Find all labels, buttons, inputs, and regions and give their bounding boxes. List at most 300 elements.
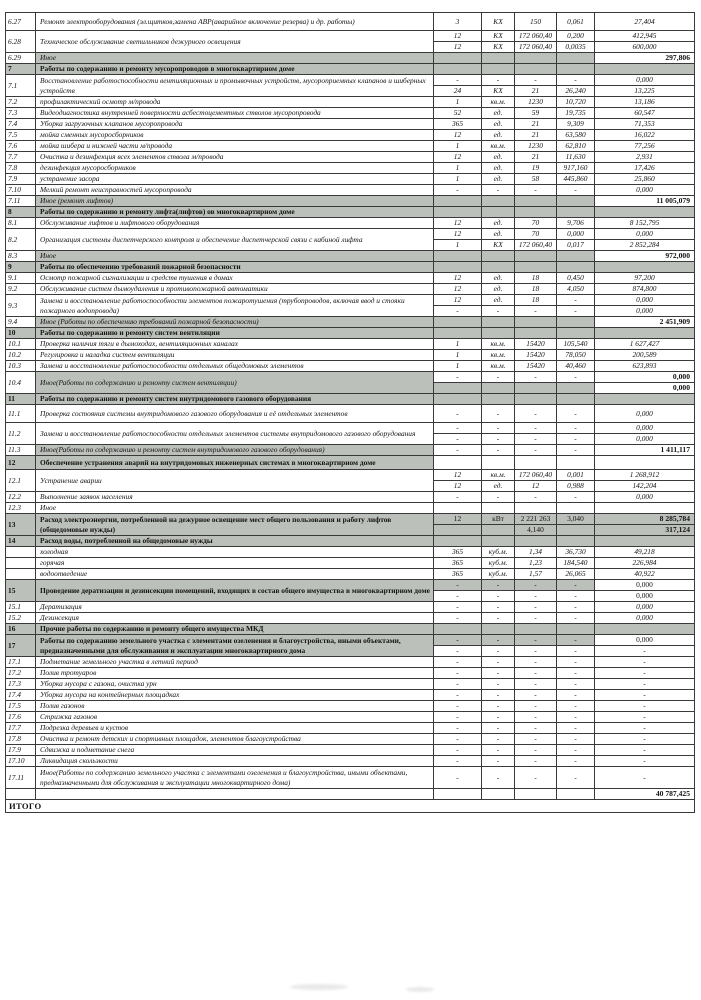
volume-cell: 58 [515, 174, 557, 185]
volume-cell [515, 624, 557, 635]
row-desc-cell: Техническое обслуживание светильников дежурного освещения [36, 31, 434, 53]
cost-cell: 200,589 [595, 350, 695, 361]
rate-cell: - [557, 723, 595, 734]
cost-cell: 2,931 [595, 152, 695, 163]
qty-cell: 12 [434, 42, 482, 53]
unit-cell: - [482, 434, 515, 445]
cost-cell: 0,000 [595, 635, 695, 646]
row-desc-cell: Обеспечение устранения аварий на внутридомовых инженерных системах в многоквартирном доме [36, 456, 434, 470]
unit-cell: кв.м. [482, 350, 515, 361]
cost-cell: 8 152,795 [595, 218, 695, 229]
row-desc-cell: Работы по содержанию земельного участка с элементами озеленения и благоустройства, иными объектами, предназначенными для обслуживания и эксплуатации многоквартирного дома [36, 635, 434, 657]
rate-cell: 184,540 [557, 558, 595, 569]
rate-cell [557, 525, 595, 536]
row-number-cell: 7.3 [6, 108, 36, 119]
row-number-cell: 7.6 [6, 141, 36, 152]
table-row [6, 130, 695, 141]
table-row [6, 657, 695, 668]
cost-cell: - [595, 657, 695, 668]
volume-cell: - [515, 767, 557, 789]
table-row [6, 445, 695, 456]
section-row [6, 635, 695, 646]
cost-cell: 1 411,117 [595, 445, 695, 456]
row-number-cell: 17.1 [6, 657, 36, 668]
qty-cell: - [434, 492, 482, 503]
unit-cell: - [482, 646, 515, 657]
row-desc-cell: Иное [36, 503, 434, 514]
qty-cell: 1 [434, 240, 482, 251]
row-number-cell: 8.3 [6, 251, 36, 262]
cost-cell: 972,000 [595, 251, 695, 262]
row-desc-cell: холодная [36, 547, 434, 558]
row-desc-cell: Уборка загрузочных клапанов мусоропровода [36, 119, 434, 130]
unit-cell: кв.м. [482, 361, 515, 372]
qty-cell: - [434, 423, 482, 434]
unit-cell: - [482, 423, 515, 434]
qty-cell: - [434, 372, 482, 383]
row-number-cell: 10 [6, 328, 36, 339]
rate-cell: 0,450 [557, 273, 595, 284]
section-row [6, 456, 695, 470]
row-desc-cell: Работы по обеспечению требований пожарной безопасности [36, 262, 434, 273]
table-row [6, 503, 695, 514]
qty-cell [434, 536, 482, 547]
volume-cell: - [515, 445, 557, 456]
qty-cell: - [434, 701, 482, 712]
cost-cell: 0,000 [595, 602, 695, 613]
row-number-cell: 6.27 [6, 13, 36, 31]
row-number-cell: 7.5 [6, 130, 36, 141]
row-desc-cell: Иное(Работы по содержанию земельного участка с элементами озеленения и благоустройства, иными объектами, предназначенными для обслуживания и эксплуатации многоквартирного дома) [36, 767, 434, 789]
cost-cell: 1 268,912 [595, 470, 695, 481]
unit-cell: ед. [482, 119, 515, 130]
cost-cell: 623,893 [595, 361, 695, 372]
rate-cell: - [557, 712, 595, 723]
row-number-cell: 8 [6, 207, 36, 218]
row-number-cell: 12.2 [6, 492, 36, 503]
qty-cell: 365 [434, 558, 482, 569]
unit-cell: - [482, 723, 515, 734]
row-number-cell: 17.3 [6, 679, 36, 690]
unit-cell: - [482, 657, 515, 668]
cost-cell: 412,945 [595, 31, 695, 42]
row-number-cell: 7.9 [6, 174, 36, 185]
unit-cell: - [482, 492, 515, 503]
rate-cell: 0,061 [557, 13, 595, 31]
unit-cell [482, 328, 515, 339]
row-desc-cell: Видеодиагностика внутренней поверхности асбестоцементных стволов мусоропровода [36, 108, 434, 119]
row-number-cell: 10.4 [6, 372, 36, 394]
rate-cell: 63,580 [557, 130, 595, 141]
unit-cell: - [482, 745, 515, 756]
cost-cell: 0,000 [595, 591, 695, 602]
row-desc-cell: Обслуживание лифтов и лифтового оборудования [36, 218, 434, 229]
section-row [6, 536, 695, 547]
row-number-cell: 17.6 [6, 712, 36, 723]
table-row [6, 174, 695, 185]
volume-cell: - [515, 602, 557, 613]
volume-cell: - [515, 679, 557, 690]
unit-cell: кВт [482, 514, 515, 525]
unit-cell: - [482, 405, 515, 423]
unit-cell: - [482, 635, 515, 646]
qty-cell: - [434, 635, 482, 646]
cost-cell: - [595, 745, 695, 756]
volume-cell: 70 [515, 218, 557, 229]
rate-cell: - [557, 745, 595, 756]
table-row [6, 97, 695, 108]
row-desc-cell: устранение засора [36, 174, 434, 185]
volume-cell [515, 251, 557, 262]
rate-cell: - [557, 445, 595, 456]
row-number-cell [6, 569, 36, 580]
row-desc-cell [36, 789, 434, 800]
cost-cell: - [595, 723, 695, 734]
table-row [6, 668, 695, 679]
volume-cell: 172 060,40 [515, 31, 557, 42]
section-row [6, 624, 695, 635]
qty-cell [434, 383, 482, 394]
volume-cell: 15420 [515, 339, 557, 350]
cost-cell: - [595, 668, 695, 679]
volume-cell: - [515, 405, 557, 423]
qty-cell: 12 [434, 514, 482, 525]
cost-cell: 0,000 [595, 423, 695, 434]
volume-cell [515, 317, 557, 328]
row-desc-cell: Сдвижка и подметание снега [36, 745, 434, 756]
volume-cell: - [515, 423, 557, 434]
cost-cell: 2 852,284 [595, 240, 695, 251]
rate-cell: 445,860 [557, 174, 595, 185]
volume-cell: 172 060,40 [515, 470, 557, 481]
rate-cell: 62,810 [557, 141, 595, 152]
unit-cell: - [482, 602, 515, 613]
qty-cell: - [434, 306, 482, 317]
rate-cell: - [557, 690, 595, 701]
qty-cell [434, 262, 482, 273]
unit-cell: ед. [482, 295, 515, 306]
row-desc-cell: Иное(Работы по содержанию и ремонту систем вентиляции) [36, 372, 434, 394]
unit-cell: ед. [482, 229, 515, 240]
row-desc-cell: Расход электроэнергии, потребленной на дежурное освещение мест общего пользования и работу лифтов (общедомовые нужды) [36, 514, 434, 536]
volume-cell [515, 328, 557, 339]
cost-cell: 0,000 [595, 405, 695, 423]
volume-cell: - [515, 668, 557, 679]
cost-cell: 142,204 [595, 481, 695, 492]
row-number-cell: 15 [6, 580, 36, 602]
cost-cell [595, 536, 695, 547]
qty-cell: - [434, 434, 482, 445]
cost-cell: 0,000 [595, 306, 695, 317]
row-desc-cell: Проверка наличия тяги в дымоходах, вентиляционных каналах [36, 339, 434, 350]
volume-cell: - [515, 434, 557, 445]
cost-cell: - [595, 701, 695, 712]
unit-cell: - [482, 75, 515, 86]
unit-cell: КХ [482, 31, 515, 42]
qty-cell: - [434, 756, 482, 767]
cost-cell: 60,547 [595, 108, 695, 119]
volume-cell: - [515, 756, 557, 767]
rate-cell: - [557, 591, 595, 602]
unit-cell: - [482, 679, 515, 690]
row-number-cell: 12 [6, 456, 36, 470]
unit-cell [482, 525, 515, 536]
volume-cell [515, 394, 557, 405]
scan-smudge [290, 984, 348, 990]
rate-cell: 4,050 [557, 284, 595, 295]
cost-cell: 13,186 [595, 97, 695, 108]
rate-cell: 78,050 [557, 350, 595, 361]
table-row [6, 602, 695, 613]
table-row [6, 13, 695, 31]
rate-cell: 10,720 [557, 97, 595, 108]
cost-cell: 2 451,909 [595, 317, 695, 328]
table-row [6, 372, 695, 383]
qty-cell: 12 [434, 218, 482, 229]
table-row [6, 470, 695, 481]
unit-cell: - [482, 591, 515, 602]
row-desc-cell: Дератизация [36, 602, 434, 613]
qty-cell [434, 53, 482, 64]
row-desc-cell: Полив тротуаров [36, 668, 434, 679]
row-desc-cell: Организация системы диспетчерского контроля и обеспечение диспетчерской связи с кабиной лифта [36, 229, 434, 251]
row-number-cell: 6.28 [6, 31, 36, 53]
row-desc-cell: Иное [36, 251, 434, 262]
unit-cell [482, 624, 515, 635]
cost-cell: 317,124 [595, 525, 695, 536]
row-number-cell: 12.1 [6, 470, 36, 492]
qty-cell: - [434, 723, 482, 734]
row-number-cell: 10.1 [6, 339, 36, 350]
cost-cell: 226,984 [595, 558, 695, 569]
row-number-cell: 12.3 [6, 503, 36, 514]
row-desc-cell: Подметание земельного участка в летний период [36, 657, 434, 668]
section-row [6, 514, 695, 525]
cost-cell: 0,000 [595, 580, 695, 591]
table-row [6, 613, 695, 624]
table-row [6, 273, 695, 284]
unit-cell: ед. [482, 108, 515, 119]
unit-cell: куб.м. [482, 547, 515, 558]
row-desc-cell: дезинфекция мусоросборников [36, 163, 434, 174]
volume-cell: 21 [515, 130, 557, 141]
cost-cell: - [595, 690, 695, 701]
row-desc-cell: Очистка и дезинфекция всех элементов ствола м/провода [36, 152, 434, 163]
unit-cell: ед. [482, 284, 515, 295]
row-desc-cell: Выполнение заявок населения [36, 492, 434, 503]
row-desc-cell: Осмотр пожарной сигнализации и средств тушения в домах [36, 273, 434, 284]
row-number-cell [6, 558, 36, 569]
rate-cell: 40,460 [557, 361, 595, 372]
rate-cell: - [557, 306, 595, 317]
row-number-cell: 9.3 [6, 295, 36, 317]
volume-cell: - [515, 646, 557, 657]
cost-cell [595, 64, 695, 75]
row-number-cell: 17.4 [6, 690, 36, 701]
table-row [6, 723, 695, 734]
table-row [6, 108, 695, 119]
qty-cell [434, 789, 482, 800]
row-desc-cell: Иное [36, 53, 434, 64]
rate-cell: - [557, 372, 595, 383]
volume-cell: 172 060,40 [515, 42, 557, 53]
unit-cell [482, 207, 515, 218]
table-row [6, 679, 695, 690]
unit-cell [482, 503, 515, 514]
volume-cell [515, 456, 557, 470]
qty-cell [434, 251, 482, 262]
rate-cell: - [557, 679, 595, 690]
row-number-cell: 7.1 [6, 75, 36, 97]
table-row [6, 745, 695, 756]
rate-cell: - [557, 602, 595, 613]
volume-cell: - [515, 712, 557, 723]
row-desc-cell: Замена и восстановление работоспособности элементов пожаротушения (трубопроводов, включая ввод и стояки пожарного водопровода) [36, 295, 434, 317]
unit-cell [482, 456, 515, 470]
volume-cell [515, 207, 557, 218]
rate-cell: - [557, 75, 595, 86]
rate-cell: 11,630 [557, 152, 595, 163]
qty-cell [434, 317, 482, 328]
rate-cell: 9,706 [557, 218, 595, 229]
qty-cell: 365 [434, 569, 482, 580]
volume-cell: 2 221 263 [515, 514, 557, 525]
row-number-cell [6, 789, 36, 800]
unit-cell [482, 394, 515, 405]
cost-cell: 874,800 [595, 284, 695, 295]
qty-cell: 12 [434, 31, 482, 42]
unit-cell: - [482, 306, 515, 317]
table-row [6, 119, 695, 130]
table-row [6, 492, 695, 503]
cost-cell [595, 456, 695, 470]
table-row [6, 712, 695, 723]
table-row [6, 423, 695, 434]
qty-cell: - [434, 690, 482, 701]
cost-cell: 0,000 [595, 492, 695, 503]
volume-cell: - [515, 723, 557, 734]
unit-cell: ед. [482, 163, 515, 174]
row-number-cell: 11.2 [6, 423, 36, 445]
row-number-cell: 17 [6, 635, 36, 657]
section-row [6, 207, 695, 218]
row-desc-cell: Работы по содержанию и ремонту мусоропроводов в многоквартирном доме [36, 64, 434, 75]
volume-cell: 1,23 [515, 558, 557, 569]
row-desc-cell: Работы по содержанию и ремонту лифта(лифтов) ов многоквартирном доме [36, 207, 434, 218]
rate-cell [557, 196, 595, 207]
row-number-cell: 7 [6, 64, 36, 75]
row-desc-cell: Работы по содержанию и ремонту систем внутридомового газового оборудования [36, 394, 434, 405]
qty-cell: 12 [434, 273, 482, 284]
qty-cell: 24 [434, 86, 482, 97]
row-number-cell: 7.8 [6, 163, 36, 174]
table-row [6, 163, 695, 174]
row-desc-cell: Иное (Работы по обеспечению требований пожарной безопасности) [36, 317, 434, 328]
volume-cell [515, 262, 557, 273]
unit-cell: - [482, 445, 515, 456]
row-desc-cell: горячая [36, 558, 434, 569]
qty-cell: 1 [434, 174, 482, 185]
cost-cell: 600,000 [595, 42, 695, 53]
volume-cell: 21 [515, 86, 557, 97]
volume-cell: - [515, 492, 557, 503]
table-row [6, 734, 695, 745]
unit-cell: - [482, 668, 515, 679]
qty-cell [434, 196, 482, 207]
unit-cell: - [482, 734, 515, 745]
volume-cell: 18 [515, 295, 557, 306]
rate-cell [557, 251, 595, 262]
table-row [6, 547, 695, 558]
row-number-cell: 7.10 [6, 185, 36, 196]
qty-cell: - [434, 657, 482, 668]
rate-cell [557, 536, 595, 547]
rate-cell: 26,065 [557, 569, 595, 580]
row-desc-cell: Стрижка газонов [36, 712, 434, 723]
table-row [6, 405, 695, 423]
cost-cell [595, 328, 695, 339]
volume-cell: 1230 [515, 141, 557, 152]
rate-cell [557, 789, 595, 800]
volume-cell: 1230 [515, 97, 557, 108]
volume-cell: 21 [515, 119, 557, 130]
grand-total-label: ИТОГО [6, 800, 695, 813]
qty-cell: - [434, 679, 482, 690]
row-desc-cell: Дезинсекция [36, 613, 434, 624]
qty-cell: 3 [434, 13, 482, 31]
unit-cell [482, 317, 515, 328]
unit-cell: ед. [482, 130, 515, 141]
volume-cell: - [515, 591, 557, 602]
section-row [6, 262, 695, 273]
row-number-cell: 7.4 [6, 119, 36, 130]
volume-cell [515, 196, 557, 207]
row-desc-cell: Уборка мусора с газона, очистка урн [36, 679, 434, 690]
rate-cell: - [557, 767, 595, 789]
qty-cell: 365 [434, 547, 482, 558]
volume-cell [515, 64, 557, 75]
qty-cell: 1 [434, 361, 482, 372]
row-number-cell [6, 547, 36, 558]
cost-cell: 0,000 [595, 383, 695, 394]
rate-cell: - [557, 434, 595, 445]
qty-cell: 52 [434, 108, 482, 119]
cost-cell: 0,000 [595, 229, 695, 240]
table-row [6, 558, 695, 569]
table-row [6, 141, 695, 152]
row-desc-cell: Замена и восстановление работоспособности отдельных общедомовых элементов [36, 361, 434, 372]
row-desc-cell: Полив газонов [36, 701, 434, 712]
row-desc-cell: Обслуживание систем дымоудаления и противопожарной автоматики [36, 284, 434, 295]
cost-cell [595, 394, 695, 405]
qty-cell: 12 [434, 284, 482, 295]
qty-cell: - [434, 445, 482, 456]
cost-cell: - [595, 679, 695, 690]
volume-cell: - [515, 372, 557, 383]
rate-cell: - [557, 734, 595, 745]
qty-cell: - [434, 613, 482, 624]
rate-cell [557, 64, 595, 75]
unit-cell: кв.м. [482, 97, 515, 108]
qty-cell: 12 [434, 470, 482, 481]
volume-cell: 12 [515, 481, 557, 492]
works-table-body [6, 13, 695, 813]
volume-cell: - [515, 690, 557, 701]
rate-cell [557, 383, 595, 394]
row-desc-cell: водоотведение [36, 569, 434, 580]
row-number-cell: 17.9 [6, 745, 36, 756]
unit-cell: куб.м. [482, 569, 515, 580]
